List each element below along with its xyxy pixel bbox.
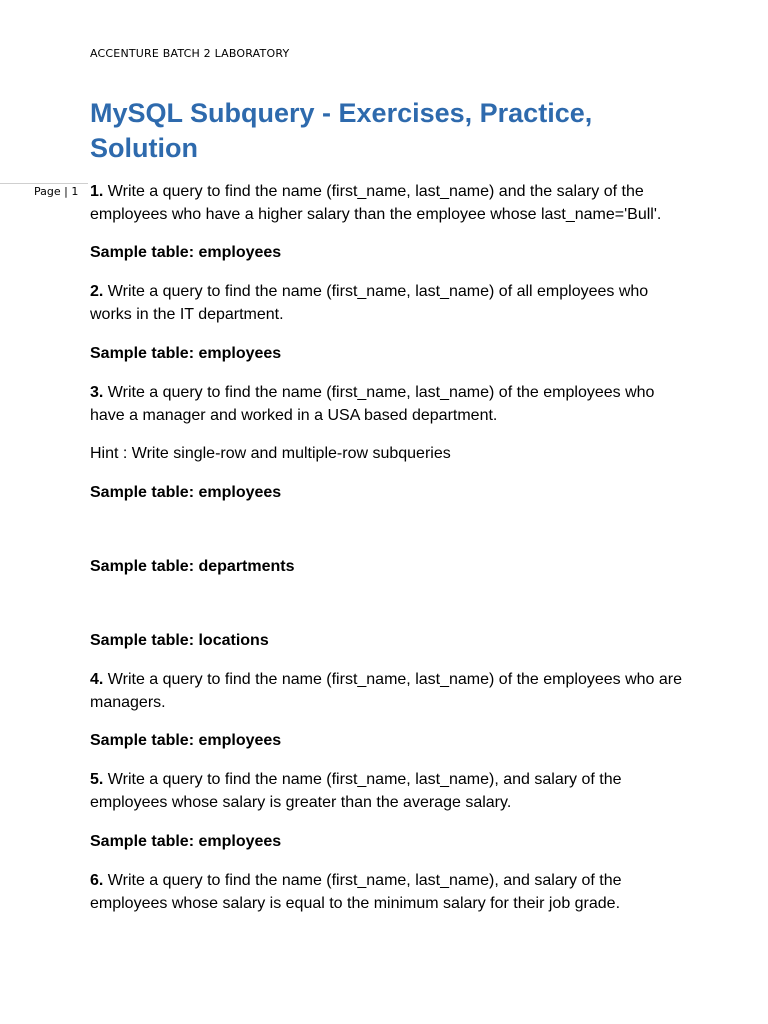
exercise-number: 3.	[90, 384, 104, 401]
page-number-rule	[0, 183, 88, 184]
exercise-text: Write a query to find the name (first_name, last_name) and the salary of the employees who have a higher salary than the employee whose last_name='Bull'.	[90, 183, 662, 223]
exercise-1	[90, 180, 690, 226]
sample-table-label: Sample table: employees	[90, 732, 282, 749]
sample-table-label: Sample table: departments	[90, 558, 295, 575]
exercise-2	[90, 280, 690, 326]
exercise-5	[90, 768, 690, 814]
sample-table-label: Sample table: locations	[90, 632, 269, 649]
exercise-3	[90, 381, 690, 427]
sample-table-label: Sample table: employees	[90, 833, 282, 850]
document-body	[90, 180, 690, 915]
exercise-text: Write a query to find the name (first_name, last_name) of the employees who have a manager and worked in a USA based department.	[90, 384, 655, 424]
exercise-6	[90, 869, 690, 915]
exercise-text: Write a query to find the name (first_name, last_name) of the employees who are managers.	[90, 671, 683, 711]
exercise-number: 4.	[90, 671, 104, 688]
sample-table-label: Sample table: employees	[90, 345, 282, 362]
exercise-4	[90, 668, 690, 714]
exercise-number: 6.	[90, 872, 104, 889]
exercise-text: Write a query to find the name (first_name, last_name) of all employees who works in the IT department.	[90, 283, 649, 323]
sample-table-label: Sample table: employees	[90, 244, 282, 261]
exercise-number: 2.	[90, 283, 104, 300]
exercise-number: 1.	[90, 183, 104, 200]
document-header: ACCENTURE BATCH 2 LABORATORY	[90, 47, 290, 60]
sample-table-label: Sample table: employees	[90, 484, 282, 501]
document-title: MySQL Subquery - Exercises, Practice, Solution	[90, 98, 593, 163]
exercise-text: Write a query to find the name (first_name, last_name), and salary of the employees whose salary is greater than the average salary.	[90, 771, 622, 811]
exercise-hint: Hint : Write single-row and multiple-row subqueries	[90, 445, 451, 462]
page-number-label: Page | 1	[34, 185, 79, 198]
exercise-text: Write a query to find the name (first_name, last_name), and salary of the employees whose salary is equal to the minimum salary for their job grade.	[90, 872, 622, 912]
exercise-number: 5.	[90, 771, 104, 788]
